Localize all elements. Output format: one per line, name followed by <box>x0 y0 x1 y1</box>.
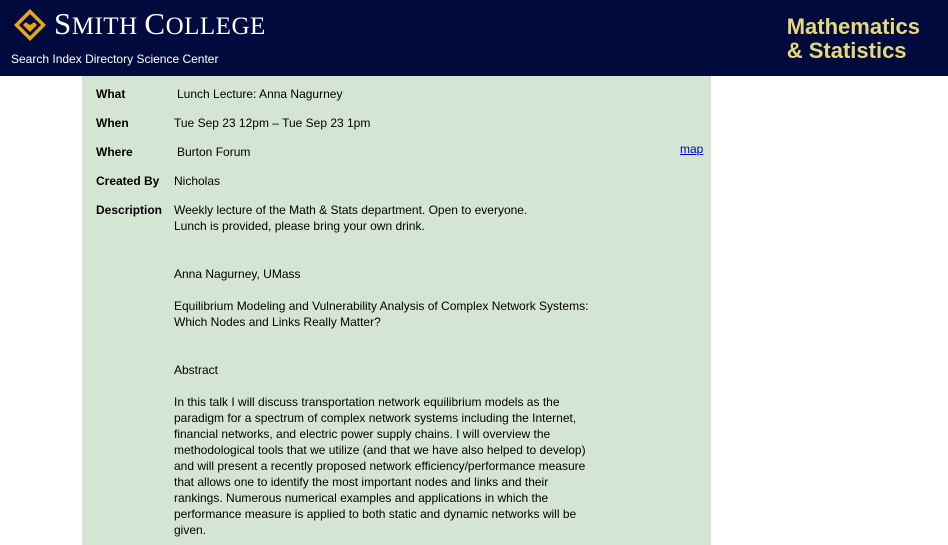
abstract-line: financial networks, and electric power supply chains. I will overview the <box>174 427 551 441</box>
what-value: Lunch Lecture: Anna Nagurney <box>177 87 343 101</box>
abstract-line: rankings. Numerous numerical examples and applications in which the <box>174 491 549 505</box>
nav-link-science-center[interactable]: Science Center <box>136 52 219 66</box>
description-line: Weekly lecture of the Math & Stats department. Open to everyone. <box>174 203 528 217</box>
description-text <box>174 202 644 538</box>
created-by-value: Nicholas <box>174 174 221 188</box>
when-value: Tue Sep 23 12pm – Tue Sep 23 1pm <box>174 116 371 130</box>
abstract-line: paradigm for a spectrum of complex network systems including the Internet, <box>174 411 577 425</box>
smith-college-shield-icon <box>13 8 47 42</box>
abstract-line: performance measure is applied to both static and dynamic networks will be <box>174 507 577 521</box>
nav-link-search[interactable]: Search <box>11 52 50 66</box>
when-label: When <box>96 116 129 130</box>
map-link[interactable]: map <box>680 142 704 156</box>
talk-title-line: Equilibrium Modeling and Vulnerability Analysis of Complex Network Systems: <box>174 299 589 313</box>
nav-link-index[interactable]: Index <box>52 52 82 66</box>
speaker-line: Anna Nagurney, UMass <box>174 267 301 281</box>
talk-title-line: Which Nodes and Links Really Matter? <box>174 315 381 329</box>
top-navigation <box>11 52 218 66</box>
event-details-panel <box>82 76 711 545</box>
created-by-label: Created By <box>96 174 160 188</box>
description-label: Description <box>96 203 163 217</box>
department-title-line1: Mathematics <box>786 14 920 39</box>
what-label: What <box>96 87 126 101</box>
where-label: Where <box>96 145 133 159</box>
logo-wordmark: SMITH COLLEGE <box>54 5 266 41</box>
where-value: Burton Forum <box>177 145 251 159</box>
nav-link-directory[interactable]: Directory <box>85 52 134 66</box>
abstract-line: In this talk I will discuss transportation network equilibrium models as the <box>174 395 560 409</box>
abstract-line: that allows one to identify the most important nodes and links and their <box>174 475 549 489</box>
abstract-line: methodological tools that we utilize (and that we have also helped to develop) <box>174 443 586 457</box>
department-title[interactable] <box>787 15 920 63</box>
abstract-line: given. <box>174 523 207 537</box>
abstract-heading: Abstract <box>174 363 219 377</box>
smith-college-logo[interactable] <box>13 5 266 42</box>
description-line: Lunch is provided, please bring your own drink. <box>174 219 425 233</box>
abstract-line: and will present a recently proposed network efficiency/performance measure <box>174 459 586 473</box>
site-header <box>0 0 948 76</box>
department-title-line2: & Statistics <box>786 38 907 63</box>
